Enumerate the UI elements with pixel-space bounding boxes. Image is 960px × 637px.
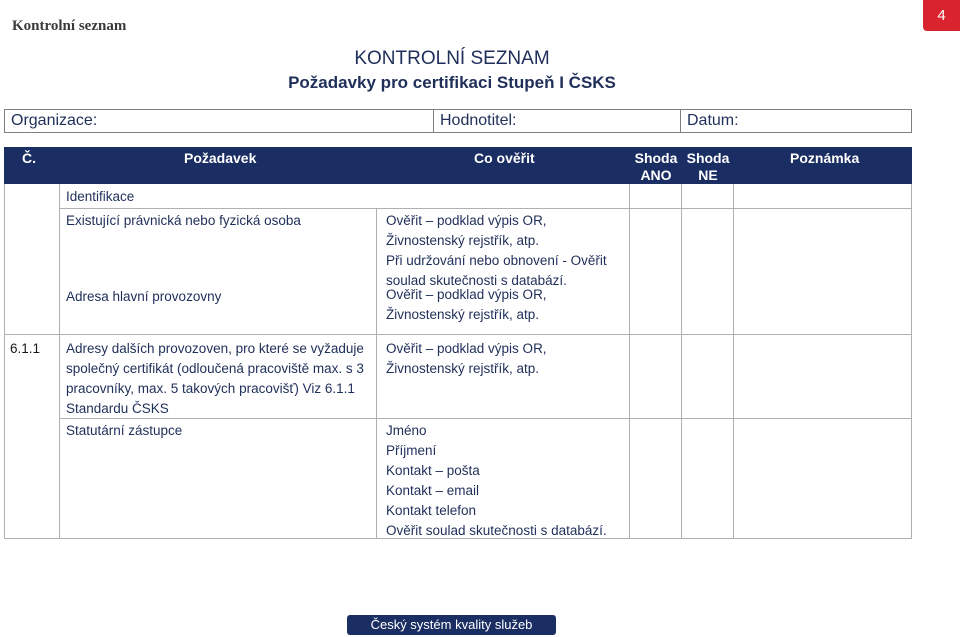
header-note: Poznámka (790, 150, 860, 166)
header-match-yes: Shoda ANO (634, 150, 678, 183)
row-divider (59, 208, 911, 209)
page-subtitle: Požadavky pro certifikaci Stupeň I ČSKS (288, 73, 616, 92)
header-number: Č. (22, 150, 36, 166)
header-requirement: Požadavek (184, 150, 257, 166)
table-border-left (4, 184, 5, 539)
requirement-main-address: Adresa hlavní provozovny (66, 289, 222, 304)
column-divider (681, 184, 682, 539)
table-border-right (911, 184, 912, 539)
organization-field[interactable]: Organizace: (5, 110, 434, 132)
footer-brand: Český systém kvality služeb (347, 615, 556, 635)
check-other-addresses: Ověřit – podklad výpis OR, Živnostenský rejstřík, atp. (386, 341, 547, 376)
header-match-no: Shoda NE (686, 150, 730, 183)
info-bar (4, 109, 912, 133)
requirement-legal-person: Existující právnická nebo fyzická osoba (66, 213, 301, 228)
requirement-statutory-representative: Statutární zástupce (66, 423, 183, 438)
header-what-to-check: Co ověřit (474, 150, 535, 166)
page-number-badge: 4 (923, 0, 960, 31)
check-main-address: Ověřit – podklad výpis OR, Živnostenský rejstřík, atp. (386, 287, 547, 322)
row-divider (4, 334, 912, 335)
page-title: KONTROLNÍ SEZNAM (354, 48, 550, 69)
evaluator-field[interactable]: Hodnotitel: (434, 110, 681, 132)
column-divider (376, 208, 377, 539)
date-field[interactable]: Datum: (687, 112, 739, 129)
column-divider (59, 184, 60, 539)
document-header-label: Kontrolní seznam (12, 18, 127, 34)
column-divider (629, 184, 630, 539)
check-legal-person: Ověřit – podklad výpis OR, Živnostenský rejstřík, atp. Při udržování nebo obnovení - Ověřit soulad skutečnosti s databází. (386, 213, 607, 288)
requirement-other-addresses: Adresy dalších provozoven, pro které se vyžaduje společný certifikát (odloučená pracoviště max. s 3 pracovníky, max. 5 takových pracovišť) Viz 6.1.1 Standardu ČSKS (66, 341, 364, 416)
section-identification: Identifikace (66, 189, 135, 204)
table-header (4, 147, 912, 184)
check-statutory-representative: Jméno Příjmení Kontakt – pošta Kontakt – email Kontakt telefon Ověřit soulad skutečnosti s databází. (386, 423, 607, 538)
requirement-number: 6.1.1 (10, 341, 41, 356)
column-divider (733, 184, 734, 539)
